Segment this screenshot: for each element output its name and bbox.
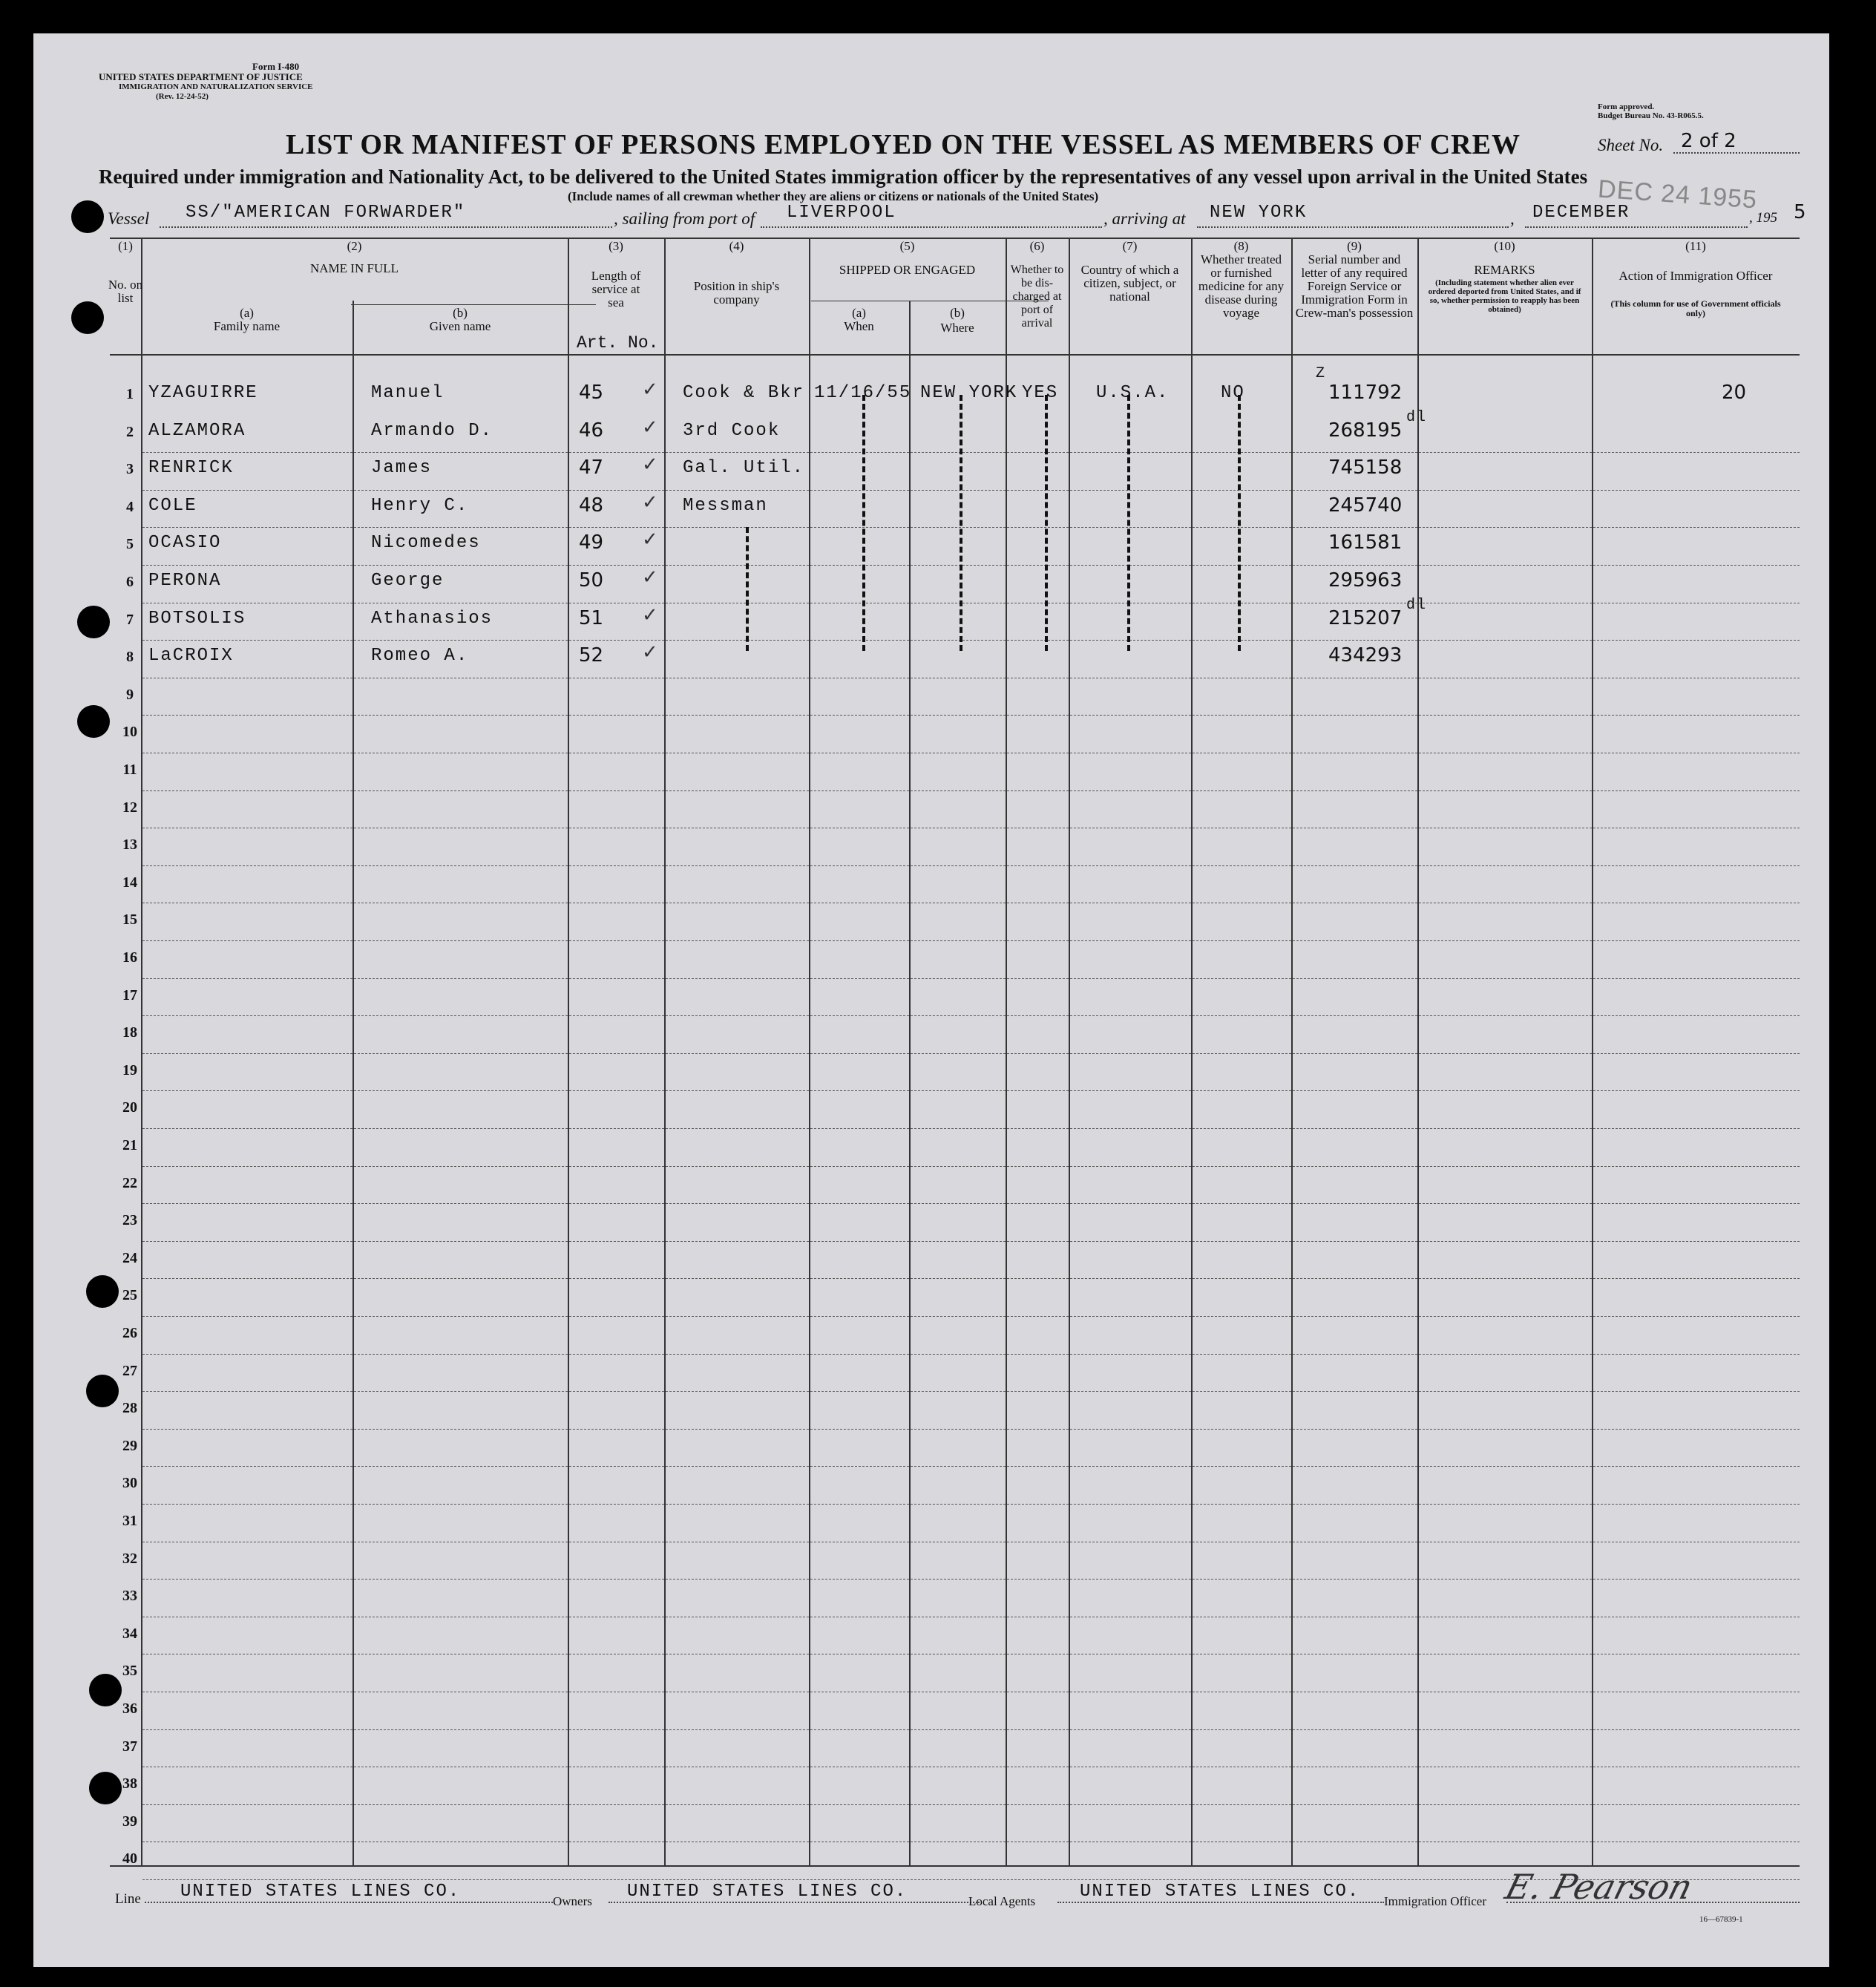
family-name: BOTSOLIS	[148, 608, 246, 629]
row-number: 8	[126, 649, 134, 666]
row-number: 3	[126, 461, 134, 478]
row-rule	[142, 1429, 1800, 1430]
vessel-label: Vessel	[108, 209, 150, 228]
given-name: Manuel	[371, 383, 445, 403]
given-name: Romeo A.	[371, 646, 469, 667]
manifest-page	[33, 33, 1829, 1967]
row-rule	[142, 527, 1800, 528]
family-name: COLE	[148, 495, 197, 516]
col7-number: (7)	[1122, 239, 1138, 253]
col4-header: Position in ship's company	[693, 279, 780, 307]
officer-underline	[1506, 1902, 1800, 1903]
col3-number: (3)	[609, 239, 623, 253]
col7-header: Country of which a citizen, subject, or national	[1080, 263, 1179, 304]
row-rule	[142, 1391, 1800, 1392]
punch-hole	[71, 200, 104, 233]
ditto-country	[1127, 395, 1130, 651]
agents-underline	[1057, 1902, 1384, 1903]
ditto-medicine	[1238, 395, 1241, 651]
row-rule	[142, 1090, 1800, 1091]
row-rule	[142, 715, 1800, 716]
row-number: 37	[122, 1738, 137, 1755]
row-rule	[142, 1053, 1800, 1054]
row-number: 36	[122, 1700, 137, 1717]
row-number: 16	[122, 949, 137, 966]
shipped-when: 11/16/55	[814, 383, 912, 403]
serial-prefix: Z	[1316, 365, 1327, 382]
check-mark: ✓	[642, 416, 658, 438]
year-value: 5	[1794, 201, 1806, 223]
given-name: James	[371, 458, 433, 479]
col1-number: (1)	[118, 239, 133, 253]
check-mark: ✓	[642, 491, 658, 513]
arriving-label: , arriving at	[1103, 209, 1186, 228]
row-number: 20	[122, 1099, 137, 1116]
row-number: 23	[122, 1212, 137, 1229]
row-number: 18	[122, 1024, 137, 1041]
row-rule	[142, 1354, 1800, 1355]
serial-number: 215207	[1328, 606, 1403, 629]
row-rule	[142, 978, 1800, 979]
check-mark: ✓	[642, 566, 658, 588]
row-rule	[142, 940, 1800, 941]
art-number: 49	[579, 531, 604, 554]
art-number: 48	[579, 494, 604, 517]
row-number: 40	[122, 1850, 137, 1867]
punch-hole	[77, 606, 110, 638]
col-line-5	[809, 238, 810, 1865]
col8-header: Whether treated or furnished medicine for any disease during voyage	[1198, 252, 1285, 320]
row-number: 32	[122, 1550, 137, 1567]
table-top-rule	[110, 238, 1800, 239]
officer-signature: E. Pearson	[1501, 1867, 1697, 1907]
ditto-when	[862, 395, 865, 651]
art-number: 52	[579, 644, 604, 667]
position: 3rd Cook	[683, 420, 781, 441]
check-mark: ✓	[642, 379, 658, 400]
table-header-rule	[110, 354, 1800, 356]
col-line-10	[1291, 238, 1293, 1865]
row-rule	[142, 452, 1800, 453]
row-rule	[142, 1128, 1800, 1129]
given-name: George	[371, 571, 445, 591]
given-name: Armando D.	[371, 420, 493, 441]
col-line-3	[568, 238, 569, 1865]
row-number: 19	[122, 1061, 137, 1078]
col2a-header: Family name	[213, 319, 281, 333]
row-number: 12	[122, 799, 137, 816]
row-number: 1	[126, 386, 134, 402]
ditto-position	[746, 527, 749, 651]
punch-hole	[86, 1375, 119, 1407]
month-underline	[1525, 226, 1748, 228]
shipped-where: NEW YORK	[920, 383, 1018, 403]
row-number: 5	[126, 536, 134, 553]
ditto-where	[960, 395, 962, 651]
arriving-underline	[1197, 226, 1509, 228]
form-number: Form I-480	[252, 61, 300, 72]
position: Cook & Bkr	[683, 383, 805, 403]
comma: ,	[1510, 209, 1515, 228]
sailing-value: LIVERPOOL	[787, 203, 896, 223]
serial-number: 268195	[1328, 419, 1403, 442]
name-subheader-rule	[351, 304, 596, 305]
art-number: 47	[579, 456, 604, 479]
row-rule	[142, 1804, 1800, 1805]
row-rule	[142, 565, 1800, 566]
art-number: 45	[579, 382, 604, 404]
col11-number: (11)	[1685, 239, 1706, 253]
line-label: Line	[115, 1891, 141, 1907]
row-number: 30	[122, 1475, 137, 1492]
arriving-value: NEW YORK	[1210, 203, 1308, 223]
col-line-9	[1191, 238, 1193, 1865]
row-rule	[142, 640, 1800, 641]
service: IMMIGRATION AND NATURALIZATION SERVICE	[119, 82, 313, 91]
row-rule	[142, 1278, 1800, 1279]
row-number: 9	[126, 686, 134, 703]
row-rule	[142, 1166, 1800, 1167]
row-number: 24	[122, 1249, 137, 1266]
check-mark: ✓	[642, 603, 658, 626]
row-number: 35	[122, 1663, 137, 1680]
col-line-11	[1417, 238, 1419, 1865]
serial-suffix: dl	[1406, 408, 1428, 426]
col11-note: (This column for use of Government officials only)	[1610, 298, 1781, 318]
row-number: 31	[122, 1513, 137, 1529]
row-number: 7	[126, 611, 134, 628]
row-number: 26	[122, 1325, 137, 1341]
col11-header: Action of Immigration Officer	[1618, 269, 1773, 283]
row-number: 29	[122, 1437, 137, 1454]
punch-hole	[77, 705, 110, 738]
col2-number: (2)	[347, 239, 362, 253]
col-line-7	[1006, 238, 1007, 1865]
sheet-label: Sheet No.	[1598, 136, 1664, 154]
row-number: 39	[122, 1813, 137, 1830]
row-number: 4	[126, 498, 134, 515]
given-name: Nicomedes	[371, 533, 481, 554]
row-rule	[142, 1504, 1800, 1505]
row-rule	[142, 865, 1800, 866]
position: Messman	[683, 495, 768, 516]
row-number: 22	[122, 1174, 137, 1191]
medicine: NO	[1221, 383, 1245, 403]
month-value: DECEMBER	[1532, 203, 1630, 223]
serial-number: 245740	[1328, 494, 1403, 517]
year-prefix: , 195	[1749, 210, 1777, 226]
row-number: 25	[122, 1287, 137, 1304]
col10-note: (Including statement whether alien ever ordered deported from United States, and if so, whether permission to reapply has been obtained)	[1428, 278, 1581, 314]
vessel-value: SS/"AMERICAN FORWARDER"	[186, 203, 466, 223]
col-line-4	[664, 238, 666, 1865]
line-value: UNITED STATES LINES CO.	[180, 1882, 461, 1902]
sheet-underline	[1673, 152, 1800, 154]
col3-header: Length of service at sea	[591, 269, 641, 310]
family-name: OCASIO	[148, 533, 222, 554]
col2-header: NAME IN FULL	[310, 261, 399, 275]
row-rule	[142, 1241, 1800, 1242]
family-name: RENRICK	[148, 458, 234, 479]
row-number: 33	[122, 1588, 137, 1605]
col8-number: (8)	[1233, 239, 1249, 253]
check-mark: ✓	[642, 454, 658, 476]
col5-header: SHIPPED OR ENGAGED	[839, 263, 976, 277]
col2b-header: Given name	[429, 319, 491, 333]
row-number: 13	[122, 837, 137, 854]
row-rule	[142, 1316, 1800, 1317]
col10-number: (10)	[1494, 239, 1515, 253]
col-line-8	[1069, 238, 1070, 1865]
agents-label: Local Agents	[968, 1894, 1036, 1908]
row-number: 15	[122, 911, 137, 929]
family-name: ALZAMORA	[148, 420, 246, 441]
officer-label: Immigration Officer	[1384, 1894, 1487, 1908]
punch-hole	[89, 1772, 122, 1804]
col-line-12	[1592, 238, 1593, 1865]
col-line-2	[352, 301, 354, 1865]
col9-header: Serial number and letter of any required Foreign Service or Immigration Form in Crew-man's possession	[1295, 252, 1414, 320]
family-name: LaCROIX	[148, 646, 234, 667]
sailing-underline	[761, 226, 1102, 228]
col10-header: REMARKS	[1474, 263, 1535, 277]
col6-header: Whether to be dis-charged at port of arrival	[1010, 263, 1064, 330]
discharged: YES	[1022, 383, 1059, 403]
budget-bureau: Budget Bureau No. 43-R065.5.	[1598, 111, 1704, 120]
row-rule	[142, 1579, 1800, 1580]
serial-number: 111792	[1328, 382, 1403, 404]
immigration-action: 20	[1722, 382, 1747, 404]
serial-number: 161581	[1328, 531, 1403, 554]
print-code: 16—67839-1	[1699, 1915, 1743, 1924]
col5b-letter: (b)	[950, 306, 965, 320]
row-number: 34	[122, 1625, 137, 1642]
ditto-discharged	[1045, 395, 1048, 651]
row-number: 11	[122, 762, 137, 778]
col4-number: (4)	[729, 239, 744, 253]
family-name: YZAGUIRRE	[148, 383, 258, 403]
serial-suffix: dl	[1406, 596, 1428, 614]
agents-value: UNITED STATES LINES CO.	[1080, 1882, 1360, 1902]
given-name: Henry C.	[371, 495, 469, 516]
owners-underline	[609, 1902, 980, 1903]
page-title: LIST OR MANIFEST OF PERSONS EMPLOYED ON THE VESSEL AS MEMBERS OF CREW	[286, 129, 1521, 160]
punch-hole	[86, 1275, 119, 1308]
col3-fill: Art. No.	[577, 333, 659, 353]
col-line-6	[909, 301, 911, 1865]
punch-hole	[71, 301, 104, 334]
department: UNITED STATES DEPARTMENT OF JUSTICE	[99, 71, 303, 82]
revision: (Rev. 12-24-52)	[156, 92, 209, 101]
country: U.S.A.	[1096, 383, 1170, 403]
family-name: PERONA	[148, 571, 222, 591]
row-number: 38	[122, 1775, 137, 1793]
col1-header: No. on list	[108, 278, 143, 305]
row-number: 2	[126, 423, 134, 440]
owners-label: Owners	[553, 1894, 592, 1908]
row-number: 21	[122, 1137, 137, 1153]
owners-value: UNITED STATES LINES CO.	[627, 1882, 908, 1902]
serial-number: 434293	[1328, 644, 1403, 667]
check-mark: ✓	[642, 641, 658, 664]
line-underline	[145, 1902, 553, 1903]
row-number: 6	[126, 574, 134, 590]
sailing-label: , sailing from port of	[614, 209, 755, 228]
art-number: 50	[579, 569, 604, 592]
art-number: 46	[579, 419, 604, 442]
col5-number: (5)	[899, 239, 915, 253]
col-line-1	[141, 238, 142, 1865]
row-rule	[142, 790, 1800, 791]
position: Gal. Util.	[683, 458, 805, 479]
punch-hole	[89, 1674, 122, 1706]
include-note: (Include names of all crewman whether they are aliens or citizens or nationals of the United States)	[568, 189, 1099, 203]
serial-number: 745158	[1328, 456, 1403, 479]
row-rule	[142, 1729, 1800, 1730]
check-mark: ✓	[642, 528, 658, 551]
subtitle: Required under immigration and Nationality Act, to be delivered to the United States immigration officer by the representatives of any vessel upon arrival in the United States	[99, 166, 1588, 188]
col5b-header: Where	[940, 321, 974, 335]
form-approved: Form approved.	[1598, 102, 1655, 111]
col9-number: (9)	[1347, 239, 1362, 253]
row-number: 14	[122, 874, 137, 891]
col2b-letter: (b)	[453, 306, 468, 320]
given-name: Athanasios	[371, 608, 493, 629]
row-number: 28	[122, 1400, 137, 1417]
vessel-underline	[160, 226, 612, 228]
serial-number: 295963	[1328, 569, 1403, 592]
col6-number: (6)	[1029, 239, 1045, 253]
date-stamp: DEC 24 1955	[1596, 174, 1759, 215]
row-number: 17	[122, 986, 137, 1004]
row-rule	[142, 1015, 1800, 1016]
sheet-value: 2 of 2	[1681, 130, 1736, 152]
col5a-header: When	[844, 319, 874, 333]
row-number: 10	[122, 724, 137, 741]
art-number: 51	[579, 606, 604, 629]
col2a-letter: (a)	[240, 306, 254, 320]
row-rule	[142, 490, 1800, 491]
row-rule	[142, 1203, 1800, 1204]
row-number: 27	[122, 1362, 137, 1379]
row-rule	[142, 1466, 1800, 1467]
col5a-letter: (a)	[852, 306, 866, 320]
